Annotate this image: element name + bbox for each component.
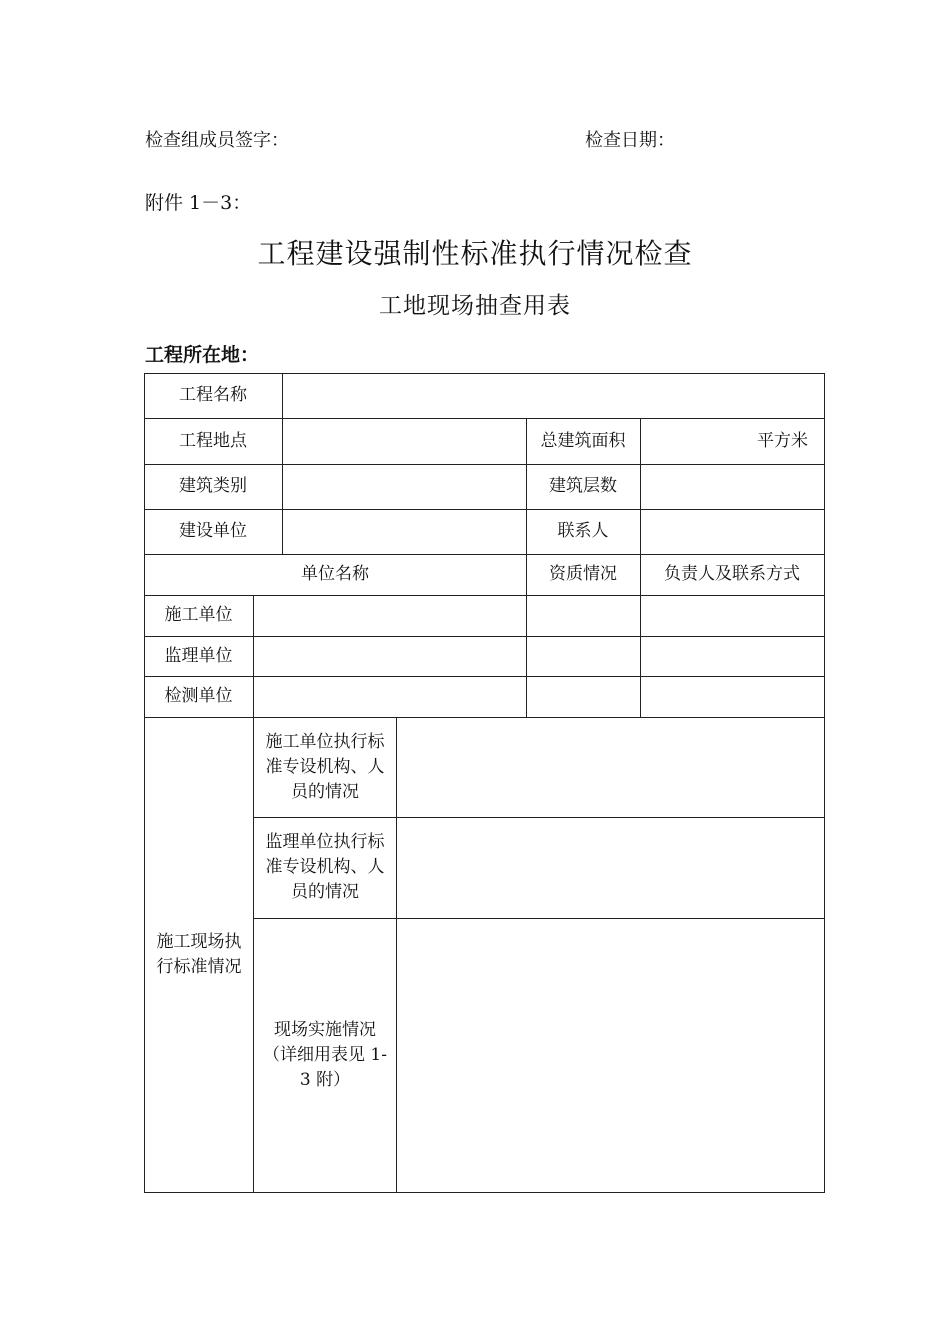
project-site-label: 工程地点 — [179, 430, 247, 451]
construction-qualification-field[interactable] — [527, 596, 640, 636]
building-type-field[interactable] — [283, 465, 526, 509]
construction-org-label: 施工单位执行标准专设机构、人员的情况 — [265, 731, 385, 802]
site-implementation-label: 现场实施情况（详细用表见 1-3 附） — [263, 1019, 387, 1090]
contact-label: 联系人 — [557, 521, 609, 541]
unit-name-header: 单位名称 — [301, 564, 369, 584]
contact-field[interactable] — [641, 510, 824, 554]
area-unit-label[interactable]: 平方米 — [757, 430, 808, 451]
supervision-unit-label: 监理单位 — [164, 645, 233, 666]
date-label: 检查日期： — [585, 130, 675, 151]
construction-unit-label: 施工单位 — [164, 605, 233, 625]
testing-contact-field[interactable] — [641, 677, 824, 717]
supervision-qualification-field[interactable] — [527, 637, 640, 676]
construction-unit-field[interactable] — [254, 596, 526, 636]
table-border — [144, 1192, 825, 1193]
builder-field[interactable] — [283, 510, 526, 554]
location-label: 工程所在地： — [145, 344, 260, 366]
signature-label: 检查组成员签字： — [145, 130, 289, 151]
testing-unit-label: 检测单位 — [164, 686, 233, 706]
supervision-unit-field[interactable] — [254, 637, 526, 676]
builder-label: 建设单位 — [179, 521, 247, 541]
project-name-field[interactable] — [283, 374, 824, 418]
supervision-org-label: 监理单位执行标准专设机构、人员的情况 — [265, 832, 385, 902]
supervision-contact-field[interactable] — [641, 637, 824, 676]
total-area-label: 总建筑面积 — [540, 430, 626, 451]
construction-contact-field[interactable] — [641, 596, 824, 636]
site-execution-label: 施工现场执行标准情况 — [156, 931, 242, 977]
project-name-label: 工程名称 — [179, 385, 247, 405]
floors-field[interactable] — [641, 465, 824, 509]
attachment-label: 附件 1－3： — [145, 192, 252, 214]
construction-org-field[interactable] — [397, 718, 824, 817]
testing-unit-field[interactable] — [254, 677, 526, 717]
page-subtitle: 工地现场抽查用表 — [379, 293, 571, 319]
floors-label: 建筑层数 — [549, 476, 617, 496]
qualification-header: 资质情况 — [549, 564, 617, 584]
site-implementation-field[interactable] — [397, 919, 824, 1192]
table-border — [824, 373, 825, 1193]
building-type-label: 建筑类别 — [179, 476, 247, 496]
project-site-field[interactable] — [283, 419, 526, 464]
page-title: 工程建设强制性标准执行情况检查 — [257, 237, 693, 270]
responsible-header: 负责人及联系方式 — [664, 564, 800, 584]
testing-qualification-field[interactable] — [527, 677, 640, 717]
supervision-org-field[interactable] — [397, 818, 824, 918]
